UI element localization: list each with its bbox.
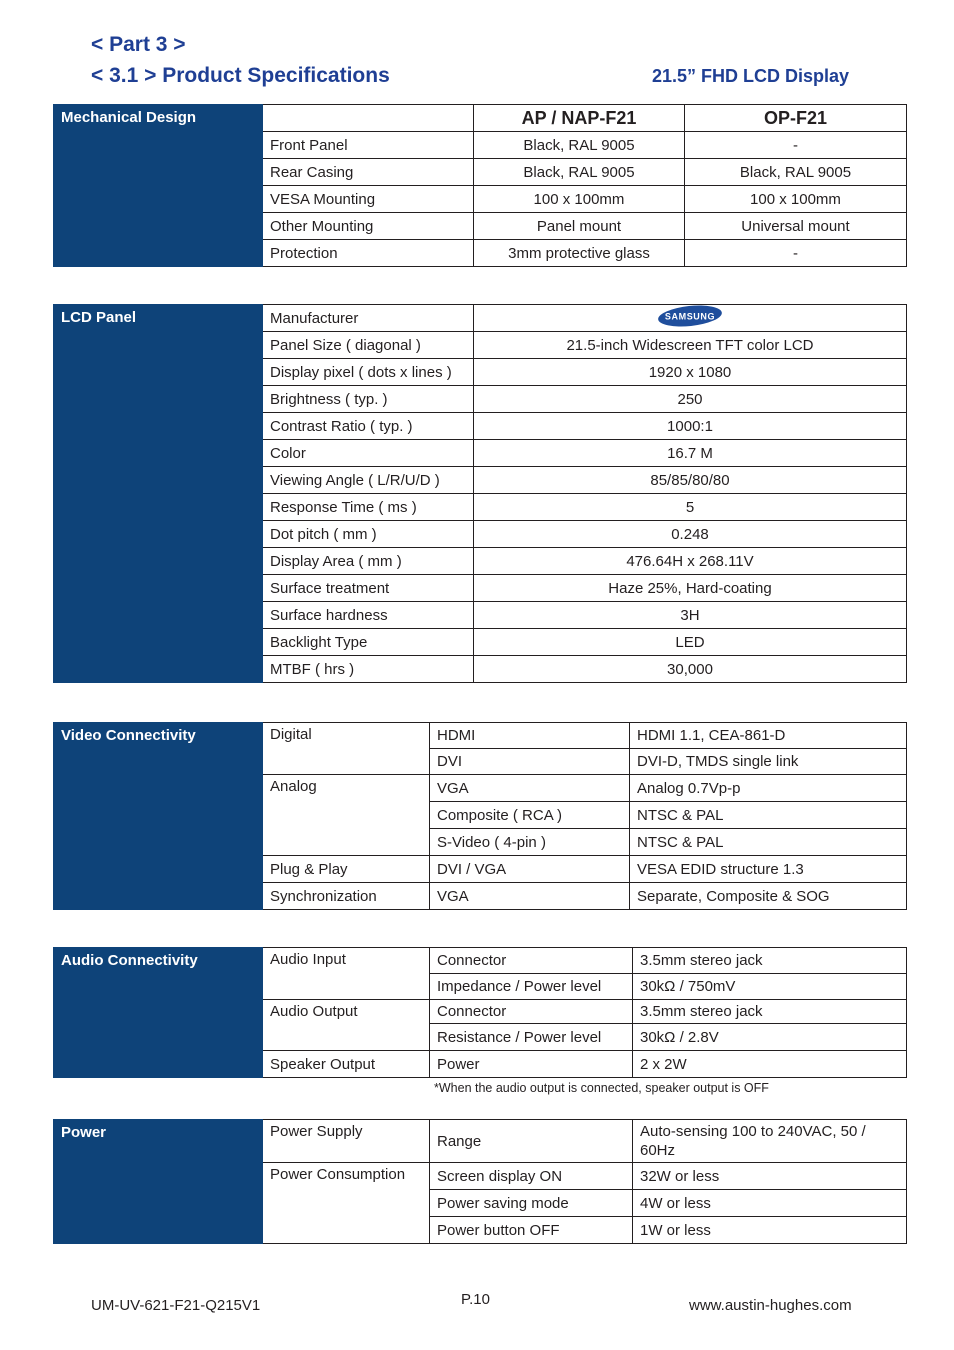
power-item: Power saving mode [430, 1190, 633, 1217]
connector-type: VGA [430, 883, 630, 910]
spec-value: Panel mount [474, 213, 685, 240]
connector-type: S-Video ( 4-pin ) [430, 829, 630, 856]
spec-label: MTBF ( hrs ) [263, 656, 474, 683]
connector-type: Composite ( RCA ) [430, 802, 630, 829]
connector-spec: Analog 0.7Vp-p [630, 775, 907, 802]
spec-label: Display pixel ( dots x lines ) [263, 359, 474, 386]
header-blank [263, 105, 474, 132]
audio-spec: 30kΩ / 2.8V [633, 1024, 907, 1051]
spec-value: 250 [474, 386, 907, 413]
group-speaker-output: Speaker Output [263, 1051, 430, 1078]
group-audio-output: Audio Output [263, 1000, 430, 1051]
power-spec: 1W or less [633, 1217, 907, 1244]
connector-type: DVI / VGA [430, 856, 630, 883]
spec-value: Haze 25%, Hard-coating [474, 575, 907, 602]
connector-spec: NTSC & PAL [630, 802, 907, 829]
audio-connectivity-table [53, 947, 907, 1078]
footer-document-id: UM-UV-621-F21-Q215V1 [91, 1297, 261, 1314]
group-synchronization: Synchronization [263, 883, 430, 910]
category-power: Power [54, 1120, 263, 1244]
spec-value: 0.248 [474, 521, 907, 548]
audio-item: Resistance / Power level [430, 1024, 633, 1051]
connector-type: HDMI [430, 723, 630, 749]
section-heading: < 3.1 > Product Specifications [91, 64, 390, 87]
spec-label: Rear Casing [263, 159, 474, 186]
audio-item: Connector [430, 948, 633, 974]
spec-value: Universal mount [685, 213, 907, 240]
lcd-panel-table [53, 304, 907, 683]
power-item: Range [430, 1120, 633, 1163]
audio-spec: 2 x 2W [633, 1051, 907, 1078]
spec-label: Other Mounting [263, 213, 474, 240]
audio-footnote: *When the audio output is connected, speaker output is OFF [434, 1081, 769, 1095]
connector-spec: VESA EDID structure 1.3 [630, 856, 907, 883]
connector-spec: HDMI 1.1, CEA-861-D [630, 723, 907, 749]
group-digital: Digital [263, 723, 430, 775]
footer-website: www.austin-hughes.com [689, 1297, 852, 1314]
connector-type: DVI [430, 749, 630, 775]
connector-spec: Separate, Composite & SOG [630, 883, 907, 910]
spec-label: Viewing Angle ( L/R/U/D ) [263, 467, 474, 494]
audio-spec: 3.5mm stereo jack [633, 1000, 907, 1024]
group-power-supply: Power Supply [263, 1120, 430, 1163]
spec-value: 1000:1 [474, 413, 907, 440]
spec-value: 3mm protective glass [474, 240, 685, 267]
power-spec: Auto-sensing 100 to 240VAC, 50 / 60Hz [633, 1120, 907, 1163]
spec-value: 1920 x 1080 [474, 359, 907, 386]
spec-value: Black, RAL 9005 [474, 132, 685, 159]
audio-item: Power [430, 1051, 633, 1078]
spec-label: Surface hardness [263, 602, 474, 629]
spec-label: Backlight Type [263, 629, 474, 656]
spec-value: 16.7 M [474, 440, 907, 467]
spec-label: Panel Size ( diagonal ) [263, 332, 474, 359]
samsung-logo [657, 305, 723, 331]
spec-label: Contrast Ratio ( typ. ) [263, 413, 474, 440]
spec-label: Manufacturer [263, 305, 474, 332]
audio-item: Connector [430, 1000, 633, 1024]
power-spec: 4W or less [633, 1190, 907, 1217]
power-spec: 32W or less [633, 1163, 907, 1190]
spec-label: Surface treatment [263, 575, 474, 602]
model-title: 21.5” FHD LCD Display [652, 66, 850, 86]
audio-spec: 3.5mm stereo jack [633, 948, 907, 974]
spec-value: 21.5-inch Widescreen TFT color LCD [474, 332, 907, 359]
power-table [53, 1119, 907, 1244]
connector-spec: DVI-D, TMDS single link [630, 749, 907, 775]
mechanical-design-table [53, 104, 907, 267]
spec-value: 100 x 100mm [474, 186, 685, 213]
spec-value: 476.64H x 268.11V [474, 548, 907, 575]
spec-value: 5 [474, 494, 907, 521]
video-connectivity-table [53, 722, 907, 910]
audio-item: Impedance / Power level [430, 974, 633, 1000]
table-row [54, 948, 907, 974]
column-header-op: OP-F21 [685, 105, 907, 132]
spec-label: Dot pitch ( mm ) [263, 521, 474, 548]
group-plug-and-play: Plug & Play [263, 856, 430, 883]
connector-type: VGA [430, 775, 630, 802]
spec-value: 85/85/80/80 [474, 467, 907, 494]
category-video-connectivity: Video Connectivity [54, 723, 263, 910]
spec-value: 3H [474, 602, 907, 629]
samsung-logo-text: SAMSUNG [664, 311, 716, 322]
category-mechanical-design: Mechanical Design [54, 105, 263, 267]
spec-label: VESA Mounting [263, 186, 474, 213]
category-lcd-panel: LCD Panel [54, 305, 263, 683]
spec-value: - [685, 132, 907, 159]
group-power-consumption: Power Consumption [263, 1163, 430, 1244]
spec-value [474, 305, 907, 332]
power-item: Power button OFF [430, 1217, 633, 1244]
group-audio-input: Audio Input [263, 948, 430, 1000]
power-item: Screen display ON [430, 1163, 633, 1190]
part-heading: < Part 3 > [91, 33, 186, 56]
spec-label: Color [263, 440, 474, 467]
spec-label: Response Time ( ms ) [263, 494, 474, 521]
footer-page-number: P.10 [461, 1291, 490, 1308]
category-audio-connectivity: Audio Connectivity [54, 948, 263, 1078]
table-row [54, 1120, 907, 1163]
audio-spec: 30kΩ / 750mV [633, 974, 907, 1000]
spec-value: Black, RAL 9005 [474, 159, 685, 186]
spec-value: - [685, 240, 907, 267]
spec-value: 30,000 [474, 656, 907, 683]
spec-value: Black, RAL 9005 [685, 159, 907, 186]
table-row [54, 305, 907, 332]
spec-label: Protection [263, 240, 474, 267]
spec-value: 100 x 100mm [685, 186, 907, 213]
spec-value: LED [474, 629, 907, 656]
column-header-ap-nap: AP / NAP-F21 [474, 105, 685, 132]
spec-label: Brightness ( typ. ) [263, 386, 474, 413]
spec-label: Front Panel [263, 132, 474, 159]
connector-spec: NTSC & PAL [630, 829, 907, 856]
spec-label: Display Area ( mm ) [263, 548, 474, 575]
table-row [54, 723, 907, 749]
group-analog: Analog [263, 775, 430, 856]
